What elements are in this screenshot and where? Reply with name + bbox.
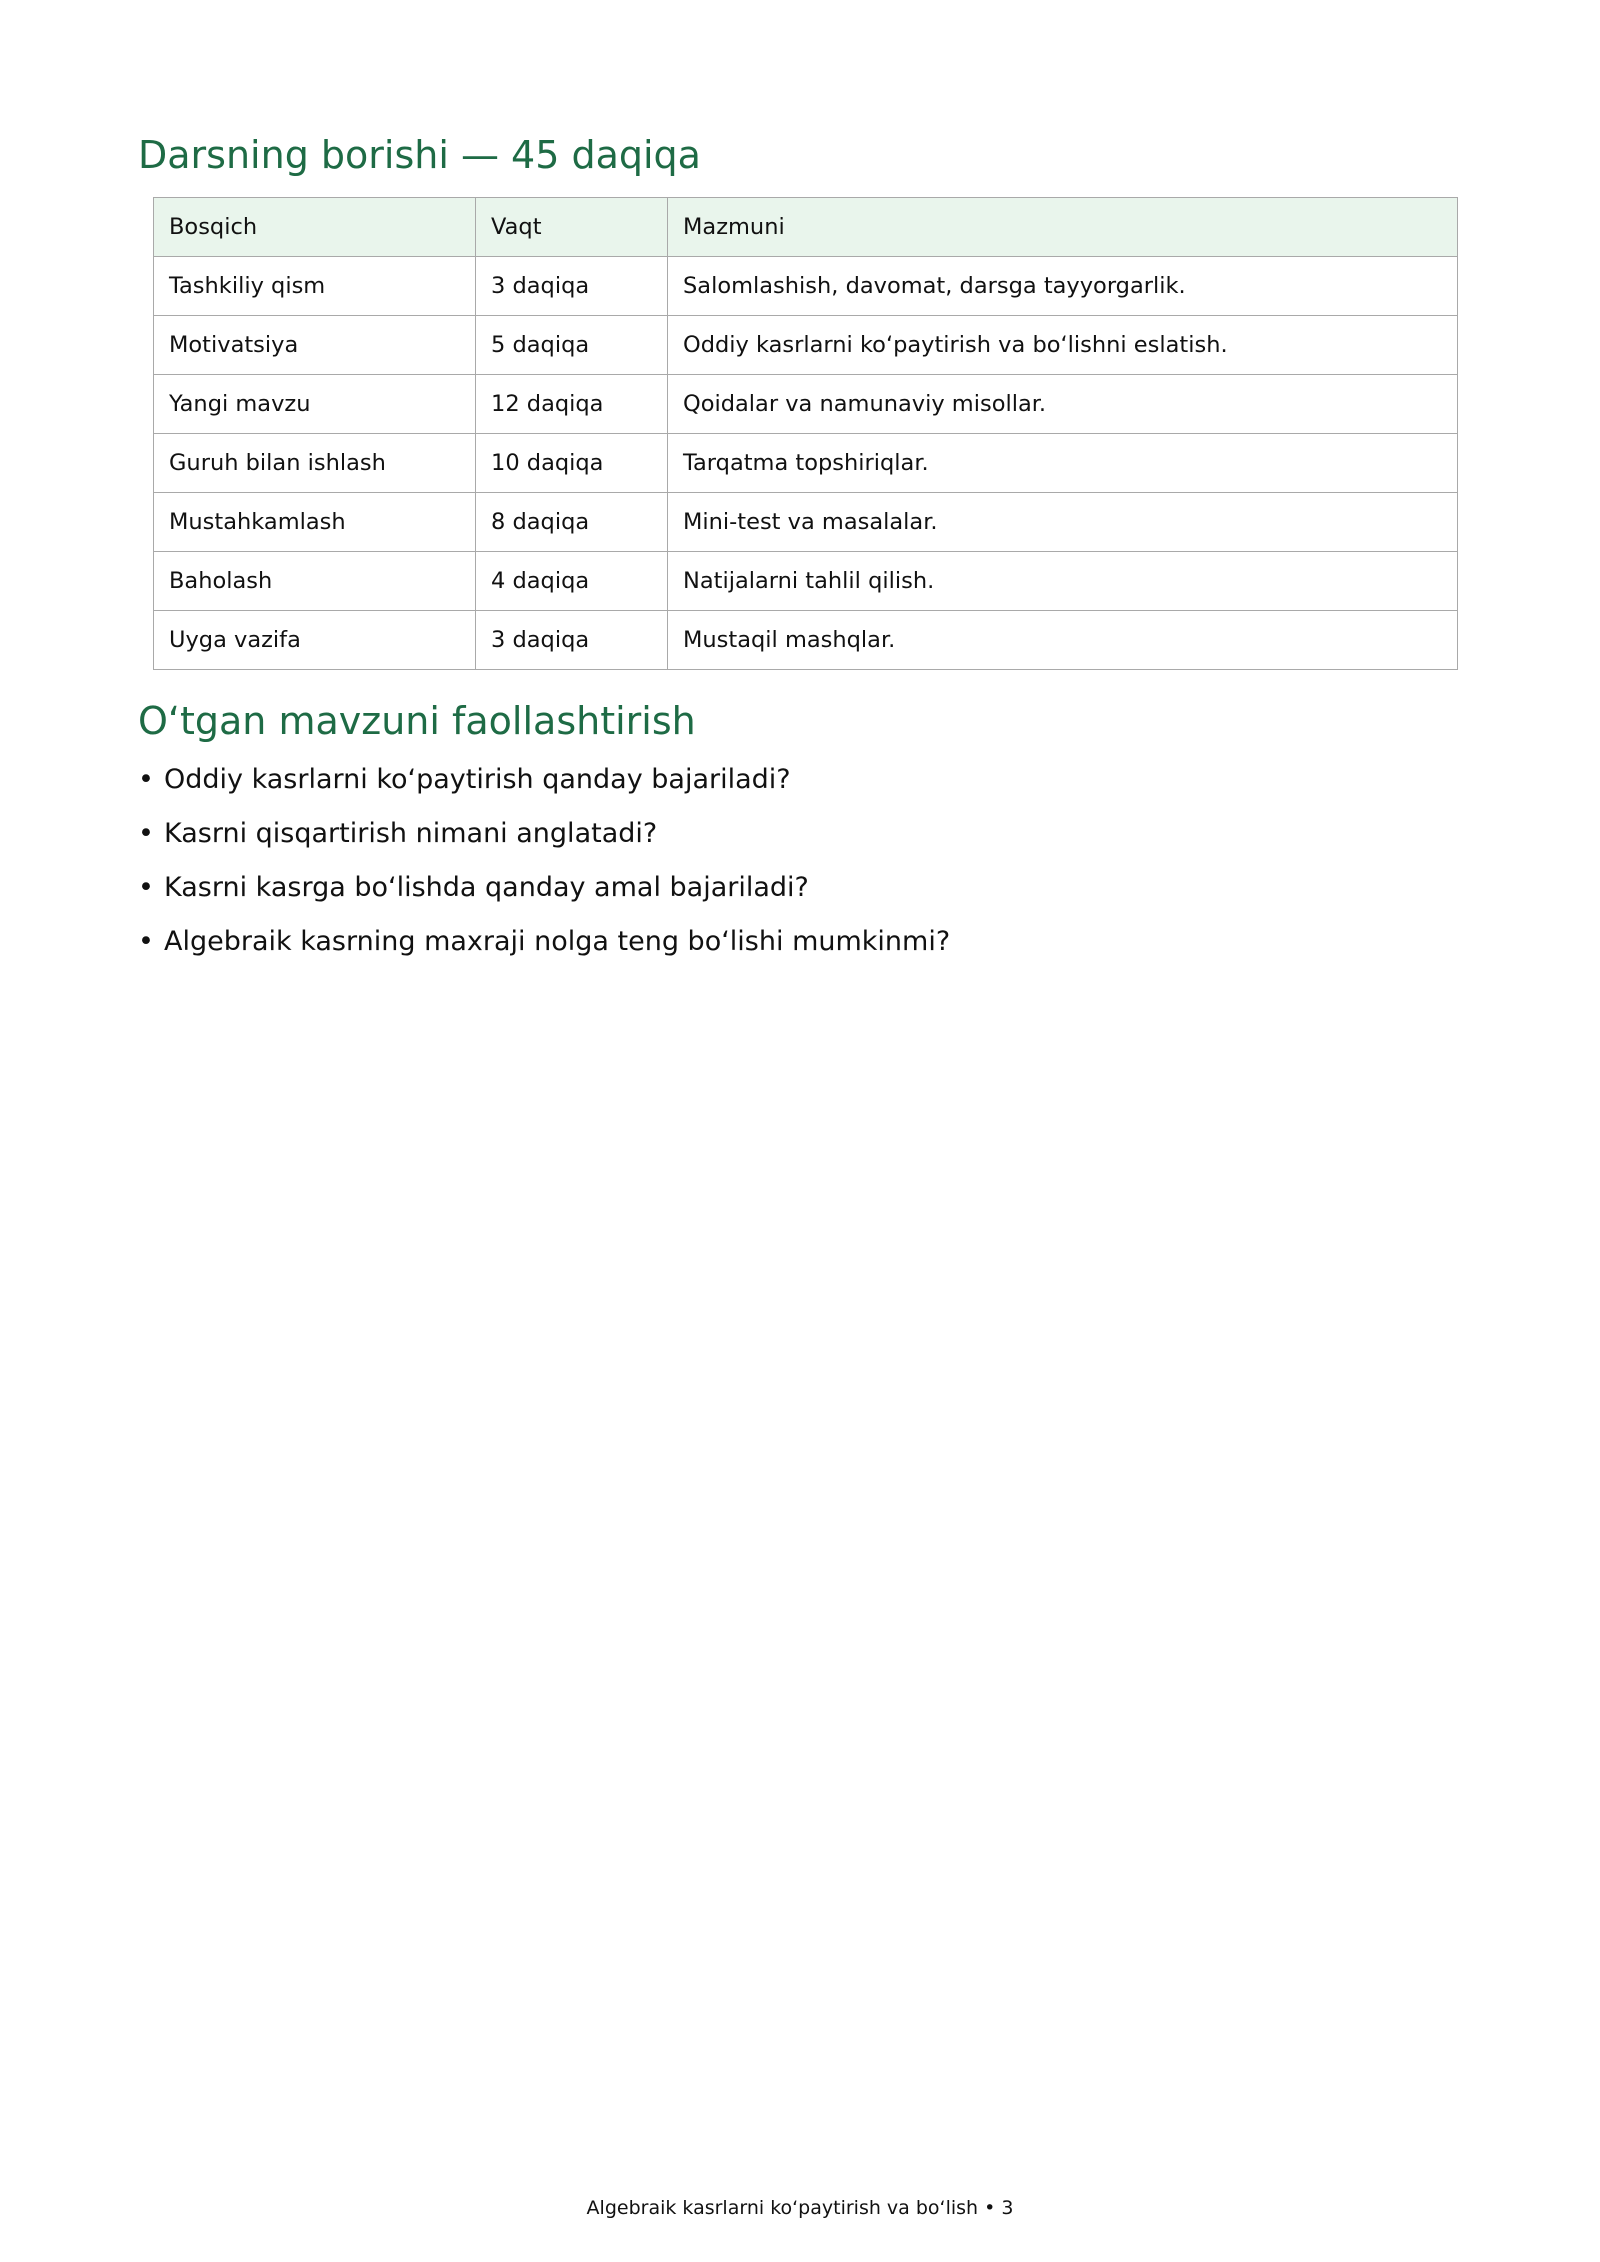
cell-stage: Uyga vazifa	[154, 611, 476, 670]
question-list	[138, 760, 950, 976]
cell-stage: Motivatsiya	[154, 316, 476, 375]
cell-content: Mustaqil mashqlar.	[668, 611, 1458, 670]
header-stage: Bosqich	[154, 198, 476, 257]
table-row	[154, 316, 1458, 375]
bullet-icon: •	[138, 926, 154, 957]
schedule-table	[153, 197, 1458, 670]
cell-time: 8 daqiqa	[476, 493, 668, 552]
list-item	[138, 814, 950, 868]
cell-content: Natijalarni tahlil qilish.	[668, 552, 1458, 611]
question-text: Algebraik kasrning maxraji nolga teng bo‘lishi mumkinmi?	[164, 926, 951, 957]
cell-time: 4 daqiqa	[476, 552, 668, 611]
activation-section-title: O‘tgan mavzuni faollashtirish	[138, 699, 696, 743]
cell-time: 10 daqiqa	[476, 434, 668, 493]
cell-content: Tarqatma topshiriqlar.	[668, 434, 1458, 493]
cell-stage: Baholash	[154, 552, 476, 611]
bullet-icon: •	[138, 818, 154, 849]
list-item	[138, 868, 950, 922]
cell-content: Salomlashish, davomat, darsga tayyorgarlik.	[668, 257, 1458, 316]
page-footer: Algebraik kasrlarni ko‘paytirish va bo‘lish • 3	[586, 2197, 1014, 2219]
cell-content: Qoidalar va namunaviy misollar.	[668, 375, 1458, 434]
cell-time: 12 daqiqa	[476, 375, 668, 434]
bullet-icon: •	[138, 764, 154, 795]
cell-time: 3 daqiqa	[476, 611, 668, 670]
bullet-icon: •	[138, 872, 154, 903]
table-row	[154, 552, 1458, 611]
cell-stage: Yangi mavzu	[154, 375, 476, 434]
list-item	[138, 922, 950, 976]
question-text: Kasrni qisqartirish nimani anglatadi?	[164, 818, 658, 849]
schedule-section-title: Darsning borishi — 45 daqiqa	[138, 133, 701, 177]
cell-content: Oddiy kasrlarni ko‘paytirish va bo‘lishni eslatish.	[668, 316, 1458, 375]
table-row	[154, 493, 1458, 552]
cell-content: Mini-test va masalalar.	[668, 493, 1458, 552]
cell-stage: Guruh bilan ishlash	[154, 434, 476, 493]
cell-stage: Tashkiliy qism	[154, 257, 476, 316]
table-row	[154, 375, 1458, 434]
table-row	[154, 611, 1458, 670]
question-text: Oddiy kasrlarni ko‘paytirish qanday bajariladi?	[164, 764, 791, 795]
header-content: Mazmuni	[668, 198, 1458, 257]
header-time: Vaqt	[476, 198, 668, 257]
cell-time: 3 daqiqa	[476, 257, 668, 316]
table-row	[154, 434, 1458, 493]
question-text: Kasrni kasrga bo‘lishda qanday amal bajariladi?	[164, 872, 809, 903]
cell-stage: Mustahkamlash	[154, 493, 476, 552]
table-row	[154, 257, 1458, 316]
cell-time: 5 daqiqa	[476, 316, 668, 375]
list-item	[138, 760, 950, 814]
table-header-row	[154, 198, 1458, 257]
